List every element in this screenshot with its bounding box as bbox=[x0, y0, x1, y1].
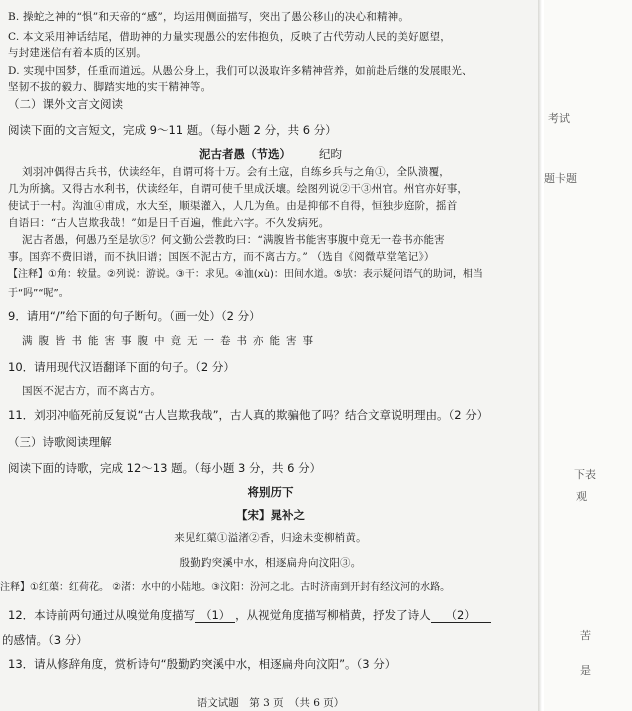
poem-author: 【宋】晁补之 bbox=[236, 508, 305, 522]
passage-title: 泥古者愚（节选） bbox=[198, 147, 291, 161]
question-12-tail: 的感情。（3 分） bbox=[2, 633, 88, 647]
underlay-fragment: 苦 bbox=[580, 629, 591, 642]
underlay-fragment: 是 bbox=[580, 664, 591, 677]
passage-line: 几为所擒。又得古水利书，伏读经年，自谓可使千里成沃壤。绘图列说②干③州官。州官亦好事， bbox=[8, 183, 469, 195]
question-11: 11．刘羽冲临死前反复说“古人岂欺我哉”，古人真的欺骗他了吗？结合文章说明理由。（2 分） bbox=[8, 408, 489, 422]
question-10-sentence: 国医不泥古方，而不离古方。 bbox=[22, 385, 162, 397]
question-9-sentence: 满腹皆书能害事腹中竟无一卷书亦能害事 bbox=[22, 335, 319, 347]
passage-line: 泥古者愚，何愚乃至是欤⑤？何文勤公尝教昀曰：“满腹皆书能害事腹中竟无一卷书亦能害 bbox=[22, 234, 445, 246]
answer-blank-2[interactable]: （2） bbox=[431, 608, 491, 623]
option-d-line2: 坚韧不拔的毅力、脚踏实地的实干精神等。 bbox=[8, 81, 212, 93]
poem-line-1: 来见红蕖①溢渚②香，归途未变柳梢黄。 bbox=[174, 532, 367, 544]
underlay-fragment: 观 bbox=[576, 490, 587, 503]
question-13: 13．请从修辞角度，赏析诗句“殷勤趵突溪中水，相逐扁舟向汶阳”。（3 分） bbox=[8, 657, 397, 671]
underlay-fragment: 考试 bbox=[548, 112, 570, 125]
section2-instruction: 阅读下面的文言短文，完成 9～11 题。（每小题 2 分，共 6 分） bbox=[8, 123, 337, 137]
page-footer: 语文试题 第 3 页 （共 6 页） bbox=[196, 697, 345, 709]
answer-blank-1[interactable]: （1） bbox=[195, 608, 235, 623]
poem-line-2: 殷勤趵突溪中水，相逐扁舟向汶阳③。 bbox=[179, 557, 362, 569]
underlying-page bbox=[544, 0, 632, 711]
option-c-line2: 与封建迷信有着本质的区别。 bbox=[8, 47, 148, 59]
page-edge-shadow bbox=[538, 0, 542, 711]
question-9: 9．请用“/”给下面的句子断句。（画一处）（2 分） bbox=[8, 309, 261, 323]
question-12 bbox=[8, 608, 533, 623]
option-b: B. 操蛇之神的“惧”和天帝的“感”，均运用侧面描写，突出了愚公移山的决心和精神。 bbox=[8, 11, 410, 23]
passage-note-line2: 于“吗”“呢”。 bbox=[8, 288, 69, 299]
passage-line: 自语曰：“古人岂欺我哉！”如是日千百遍，惟此六字。不久发病死。 bbox=[8, 217, 330, 229]
question-12-text-a: 12．本诗前两句通过从嗅觉角度描写 bbox=[8, 608, 196, 622]
option-d-line1: D. 实现中国梦，任重而道远。从愚公身上，我们可以汲取许多精神营养，如前赴后继的发展眼光、 bbox=[8, 65, 473, 77]
underlay-fragment: 下表 bbox=[574, 468, 596, 481]
poem-title: 将别历下 bbox=[247, 485, 294, 499]
underlay-fragment: 题卡题 bbox=[544, 172, 577, 185]
question-12-text-b: ，从视觉角度描写柳梢黄，抒发了诗人 bbox=[235, 608, 431, 622]
passage-line: 使试于一村。沟洫④甫成，水大至，顺渠灌入，人几为鱼。由是抑郁不自得，恒独步庭阶，摇首 bbox=[8, 200, 458, 212]
passage-line: 事。国弈不费旧谱，而不执旧谱；国医不泥古方，而不离古方。” （选自《阅微草堂笔记》） bbox=[8, 251, 435, 263]
passage-title-line bbox=[8, 147, 533, 161]
section3-heading: （三）诗歌阅读理解 bbox=[8, 435, 112, 449]
poem-note: 注释】①红蕖：红荷花。 ②渚：水中的小陆地。③汶阳：汾河之北。古时济南到开封有经汶河的水路。 bbox=[0, 582, 451, 593]
option-c-line1: C. 本文采用神话结尾，借助神的力量实现愚公的宏伟抱负，反映了古代劳动人民的美好愿望， bbox=[8, 31, 451, 43]
question-10: 10．请用现代汉语翻译下面的句子。（2 分） bbox=[8, 360, 235, 374]
section3-instruction: 阅读下面的诗歌，完成 12～13 题。（每小题 3 分，共 6 分） bbox=[8, 461, 322, 475]
passage-line: 刘羽冲偶得古兵书，伏读经年，自谓可将十万。会有土寇，自练乡兵与之角①，全队溃覆， bbox=[22, 166, 450, 178]
passage-author: 纪昀 bbox=[319, 147, 343, 161]
passage-note-line1: 【注释】①角：较量。②列说：游说。③干：求见。④洫(xù)：田间水道。⑤欤：表示疑问语气的助词，相当 bbox=[8, 269, 483, 280]
section2-heading: （二）课外文言文阅读 bbox=[8, 97, 123, 111]
